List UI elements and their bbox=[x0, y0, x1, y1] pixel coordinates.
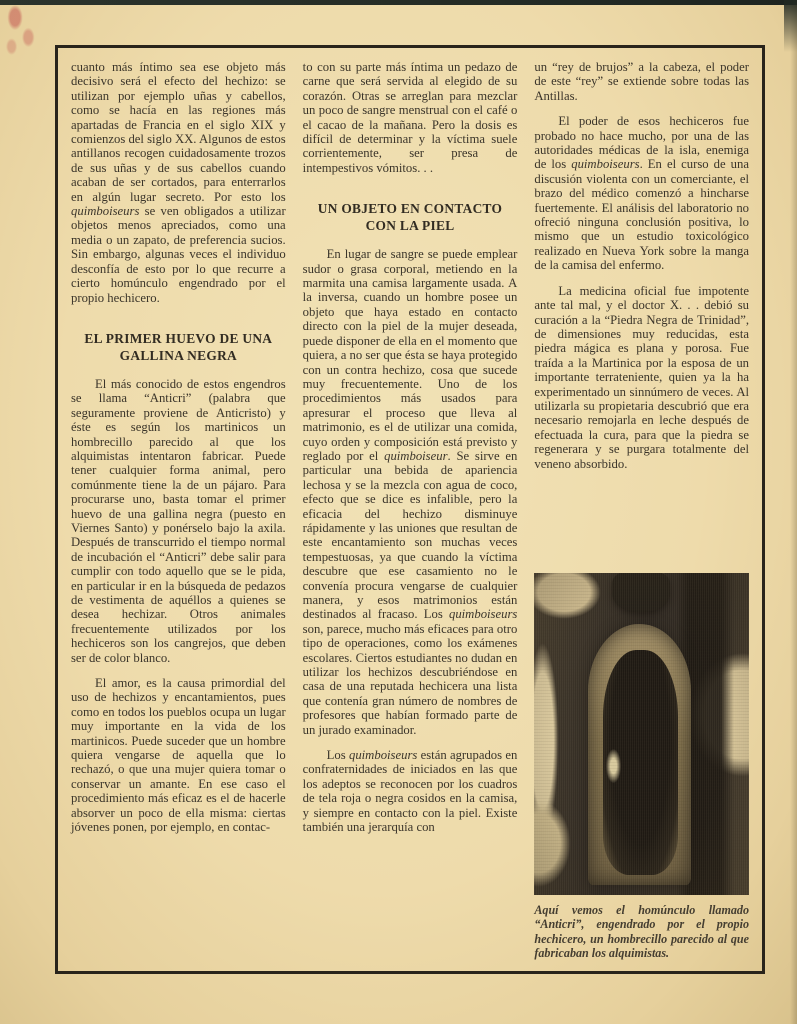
article-frame bbox=[55, 45, 765, 974]
text-run: El poder de esos hechiceros fue probado no hace mucho, por una de las autoridades médicas de la isla, enemiga de los bbox=[534, 114, 750, 172]
paragraph bbox=[534, 60, 749, 103]
text-run: El más conocido de estos engendros se llama “Anticri” (palabra que seguramente proviene de Anticristo) y éste es según los martinicos un hombrecillo parecido al que los alquimistas intentaron fabricar. Puede tener cualquier forma animal, pero comúnmente tiene la de un pájaro. Para procurarse uno, basta tomar el primer huevo de una gallina negra (puesto en Viernes Santo) y ponérselo bajo la axila. Después de transcurrido el tiempo normal de incubación el “Anticri” debe salir para cumplir con todo aquello que se le pida, en particular ir en la búsqueda de pedazos de vestimenta de aquéllos a quienes se desea hechizar. Otros animales frecuentemente utilizados por los hechiceros son los cangrejos, que deben ser de color blanco. bbox=[71, 376, 286, 665]
paragraph bbox=[534, 114, 749, 272]
text-run: . En el curso de una discusión violenta con un comerciante, el brazo del médico comenzó a hincharse fuertemente. El análisis del laboratorio no ofreció ninguna conclusión positiva, lo mismo que un estudio toxicológico realizado en Nueva York sobre la manga de la camisa del enfermo. bbox=[534, 157, 750, 273]
text-run: son, parece, mucho más eficaces para otro tipo de operaciones, como los exámenes escolares. Ciertos estudiantes no dudan en utilizar los hechizos descubriéndose en casa de una reputada hechicera una lista que contenía gran número de nombres de profesores que habían formado parte de un jurado examinador. bbox=[302, 621, 518, 737]
text-run: . Se sirve en particular una bebida de apariencia lechosa y se la mezcla con agua de coco, efecto que se dice es infalible, pero la eficacia del hechizo disminuye rápidamente y las uniones que resultan de este encantamiento son muchas veces tempestuosas, ya que cuando la víctima descubre que ese casamiento no le convenía procura vengarse de cualquier manera, y esos matrimonios están destinados al fracaso. Los bbox=[302, 448, 518, 622]
section-heading: EL PRIMER HUEVO DE UNA GALLINA NEGRA bbox=[84, 330, 273, 363]
text-column-2 bbox=[303, 60, 518, 961]
italic-term: quimboiseurs bbox=[71, 204, 140, 219]
paragraph bbox=[71, 60, 286, 305]
text-run: to con su parte más íntima un pedazo de carne que será servida al elegido de su corazón. Otras se arreglan para mezclar un poco de sangre menstrual con el café o el cacao de la mañana. Pero la dosis es difícil de determinar y la víctima suele corrientemente, ser presa de intempestivos vómitos. . . bbox=[302, 60, 518, 175]
scan-stain bbox=[1, 3, 45, 69]
text-run: Los bbox=[326, 748, 349, 763]
scan-edge-right-corner bbox=[784, 0, 797, 52]
text-column-1 bbox=[71, 60, 286, 961]
text-column-3 bbox=[534, 60, 749, 961]
text-run: un “rey de brujos” a la cabeza, el poder de este “rey” se extiende sobre todas las Antillas. bbox=[534, 60, 750, 103]
text-run: se ven obligados a utilizar objetos menos apreciados, como una media o un zapato, de preferencia sucios. Sin embargo, algunas veces el individuo desconfía de esto por lo que recurre a cierto homúnculo engendrado por el propio hechicero. bbox=[71, 204, 286, 305]
scan-edge-top bbox=[0, 0, 797, 5]
paragraph bbox=[71, 676, 286, 834]
photo-grain-overlay bbox=[534, 573, 749, 895]
italic-term: quimboiseur bbox=[384, 448, 448, 463]
text-run: cuanto más íntimo sea ese objeto más decisivo será el efecto del hechizo: se utilizan por ejemplo uñas y cabellos, como se hacía en las regiones más apartadas de Francia en el siglo XIX y comienzos del siglo XX. Algunos de estos antillanos recogen cuidadosamente trozos de sus uñas y de sus cabellos cuando acaban de ser cortados, para enterrarlos en algún lugar secreto. Por esto los bbox=[71, 60, 286, 204]
italic-term: quimboiseurs bbox=[448, 607, 518, 622]
text-run: La medicina oficial fue impotente ante tal mal, y el doctor X. . . debió su curación a la “Piedra Negra de Trinidad”, de dimensiones muy reducidas, esta piedra mágica es plana y porosa. Fue traída a la Martinica por la esposa de un importante terrateniente, quien ya la ha experimentado un sinnúmero de veces. Al utilizarla su propietaria descubrió que era necesario remojarla en leche después de efectuada la cura, para que la piedra se regenerara y se purgara totalmente del veneno absorbido. bbox=[534, 283, 750, 471]
scan-edge-right-shadow bbox=[790, 0, 797, 1024]
text-run: están agrupados en confraternidades de iniciados en las que los adeptos se reconocen por los cuadros de tela roja o negra cosidos en la camisa, y siempre en contacto con la piel. Existe también una jerarquía con bbox=[302, 748, 518, 835]
section-heading: UN OBJETO EN CONTACTO CON LA PIEL bbox=[317, 201, 503, 234]
paragraph bbox=[71, 377, 286, 665]
photo-caption: Aquí vemos el homúnculo llamado “Anticri”, engendrado por el propio hechicero, un hombrecillo parecido al que fabricaban los alquimistas. bbox=[534, 902, 750, 961]
italic-term: quimboiseurs bbox=[571, 157, 640, 172]
homunculus-photo bbox=[534, 573, 749, 895]
italic-term: quimboiseurs bbox=[348, 748, 418, 763]
homunculus-photo-figure bbox=[534, 573, 749, 895]
text-run: El amor, es la causa primordial del uso de hechizos y encantamientos, pues como en todos los pueblos ocupa un lugar muy importante en la vida de los martinicos. Puede suceder que un hombre quiera vengarse de aquella que lo rechazó, o que una mujer quiera tomar o conservar un amante. En ese caso el procedimiento más eficaz es el de hacerle absorver un poco de ella misma: ciertas jóvenes ponen, por ejemplo, en contac- bbox=[71, 676, 286, 835]
text-run: En lugar de sangre se puede emplear sudor o grasa corporal, metiendo en la marmita una camisa largamente usada. A la inversa, cuando un hombre posee un objeto que haya estado en contacto directo con la piel de la mujer deseada, puede disponer de ella en el momento que quiera, a no ser que ésta se haya protegido con un contra hechizo, cosa que sucede muy frecuentemente. Uno de los procedimientos más usados para apresurar el proceso que lleva al matrimonio, es el de utilizar una comida, cuyo orden y composición está previsto y reglado por el bbox=[302, 247, 518, 463]
paragraph bbox=[303, 60, 518, 175]
paragraph bbox=[303, 748, 518, 834]
paragraph bbox=[534, 284, 749, 471]
paragraph bbox=[303, 247, 518, 737]
